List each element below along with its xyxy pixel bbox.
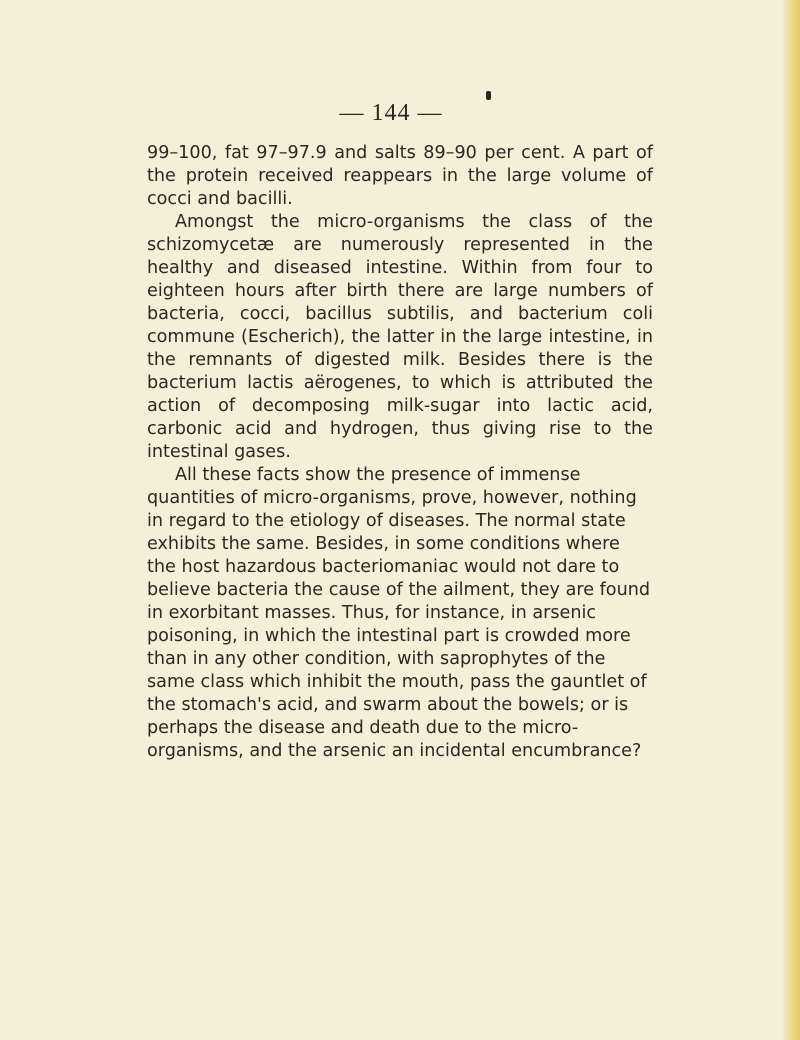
page-number: — 144 — [339, 100, 443, 126]
body-text [147, 142, 653, 763]
paragraph-3: All these facts show the presence of immense quantities of micro-organisms, prove, however, nothing in regard to the etiology of diseases. The normal state exhibits the same. Besides, in some conditions where the host hazardous bacteriomaniac would not dare to believe bacteria the cause of the ailment, they are found in exorbitant masses. Thus, for instance, in arsenic poisoning, in which the intestinal part is crowded more than in any other condition, with saprophytes of the same class which inhibit the mouth, pass the gauntlet of the stomach's acid, and swarm about the bowels; or is perhaps the disease and death due to the micro-organisms, and the arsenic an incidental encumbrance? [147, 465, 651, 761]
paragraph-2: Amongst the micro-organisms the class of the schizomycetæ are numerously represented in the healthy and diseased intestine. Within from four to eighteen hours after birth there are large numbers of bacteria, cocci, bacillus subtilis, and bacterium coli commune (Escherich), the latter in the large intestine, in the remnants of digested milk. Besides there is the bacterium lactis aërogenes, to which is attributed the action of decomposing milk-sugar into lactic acid, carbonic acid and hydrogen, thus giving rise to the intestinal gases. [147, 212, 653, 462]
page-edge-discoloration [782, 0, 800, 1040]
ink-speck [486, 91, 491, 100]
paragraph-1: 99–100, fat 97–97.9 and salts 89–90 per cent. A part of the protein received reappears in the large volume of cocci and bacilli. [147, 143, 653, 209]
